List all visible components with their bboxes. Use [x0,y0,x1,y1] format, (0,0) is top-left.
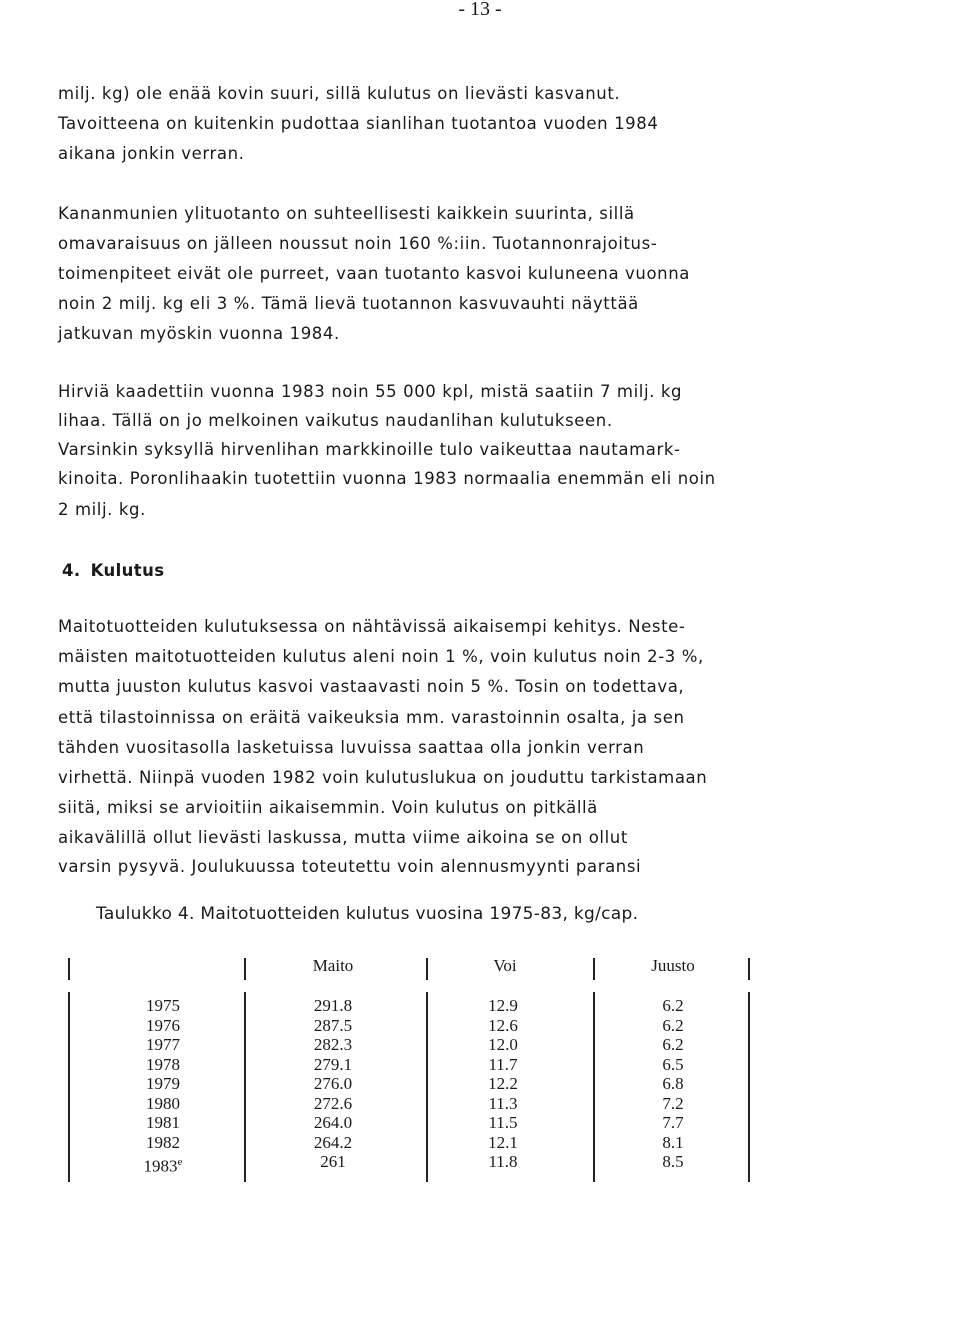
table-cell-year: 1976 [146,1015,180,1035]
section-title: Kulutus [90,561,165,580]
table-rule [426,958,428,980]
table-cell-maito: 276.0 [313,1074,353,1093]
table-rule [748,992,750,1182]
table-cell-juusto: 7.2 [662,1093,684,1113]
text-line: aikavälillä ollut lievästi laskussa, mutta viime aikoina se on ollut [58,828,628,847]
text-line: lihaa. Tällä on jo melkoinen vaikutus naudanlihan kulutukseen. [58,411,613,430]
column-header: Voi [493,956,517,975]
table-cell-maito: 264.2 [313,1132,353,1152]
table-rule [68,992,70,1182]
table-cell-voi: 11.3 [488,1093,518,1113]
table-cell-year: 1980 [146,1093,180,1113]
text-line: Tavoitteena on kuitenkin pudottaa sianlihan tuotantoa vuoden 1984 [58,114,659,133]
section-number: 4. [62,561,81,580]
column-header: Juusto [651,956,695,975]
table-cell-juusto: 6.2 [662,996,684,1015]
text-line: tähden vuositasolla lasketuissa luvuissa saattaa olla jonkin verran [58,738,645,757]
text-line: Maitotuotteiden kulutuksessa on nähtävissä aikaisempi kehitys. Neste- [58,617,686,636]
table-cell-year: 1983e [143,1156,183,1176]
table-cell-juusto: 7.7 [662,1113,684,1132]
table-cell-maito: 264.0 [313,1113,353,1132]
table-rule [593,992,595,1182]
text-line: Kananmunien ylituotanto on suhteellisesti kaikkein suurinta, sillä [58,204,635,223]
text-line: jatkuvan myöskin vuonna 1984. [58,324,340,343]
text-line: omavaraisuus on jälleen noussut noin 160 %:iin. Tuotannonrajoitus- [58,234,658,253]
table-rule [426,992,428,1182]
table-cell-voi: 12.2 [488,1074,518,1093]
table-cell-juusto: 6.8 [662,1074,684,1093]
table-cell-juusto: 6.2 [662,1015,684,1035]
text-line: milj. kg) ole enää kovin suuri, sillä kulutus on lievästi kasvanut. [58,84,621,103]
text-line: aikana jonkin verran. [58,144,245,163]
table-cell-maito: 282.3 [313,1035,353,1054]
table-cell-juusto: 8.5 [662,1152,684,1171]
table-rule [68,958,70,980]
table-cell-juusto: 8.1 [662,1132,684,1152]
estimate-marker: e [177,1156,183,1168]
table-rule [244,958,246,980]
text-line: noin 2 milj. kg eli 3 %. Tämä lievä tuotannon kasvuvauhti näyttää [58,294,639,313]
text-line: kinoita. Poronlihaakin tuotettiin vuonna 1983 normaalia enemmän eli noin [58,469,716,488]
table-cell-juusto: 6.2 [662,1035,684,1054]
table-cell-maito: 279.1 [313,1054,353,1074]
text-line: Hirviä kaadettiin vuonna 1983 noin 55 000 kpl, mistä saatiin 7 milj. kg [58,382,683,401]
page-number: - 13 - [458,0,502,20]
table-cell-year: 1978 [146,1054,180,1074]
text-line: virhettä. Niinpä vuoden 1982 voin kulutuslukua on jouduttu tarkistamaan [58,768,708,787]
table-cell-voi: 11.8 [488,1152,518,1171]
text-line: toimenpiteet eivät ole purreet, vaan tuotanto kasvoi kuluneena vuonna [58,264,690,283]
table-cell-maito: 291.8 [313,996,353,1015]
table-cell-year: 1982 [146,1132,180,1152]
table-cell-juusto: 6.5 [662,1054,684,1074]
table-cell-voi: 11.7 [488,1054,518,1074]
section-heading [62,561,174,580]
table-cell-maito: 261 [320,1152,346,1171]
column-header: Maito [312,956,354,975]
table-rule [593,958,595,980]
text-line: siitä, miksi se arvioitiin aikaisemmin. Voin kulutus on pitkällä [58,798,598,817]
table-cell-maito: 272.6 [313,1093,353,1113]
text-line: varsin pysyvä. Joulukuussa toteutettu voin alennusmyynti paransi [58,857,642,876]
table-cell-voi: 12.0 [488,1035,518,1054]
table-cell-year: 1977 [146,1035,180,1054]
text-line: mutta juuston kulutus kasvoi vastaavasti noin 5 %. Tosin on todettava, [58,677,685,696]
table-cell-year: 1979 [146,1074,180,1093]
text-line: että tilastoinnissa on eräitä vaikeuksia mm. varastoinnin osalta, ja sen [58,708,685,727]
table-cell-voi: 12.1 [488,1132,518,1152]
table-caption: Taulukko 4. Maitotuotteiden kulutus vuosina 1975-83, kg/cap. [96,904,639,924]
table-rule [244,992,246,1182]
table-cell-voi: 12.9 [488,996,518,1015]
dairy-consumption-table [68,952,760,1182]
text-line: mäisten maitotuotteiden kulutus aleni noin 1 %, voin kulutus noin 2-3 %, [58,647,704,666]
table-cell-year: 1981 [146,1113,180,1132]
text-line: Varsinkin syksyllä hirvenlihan markkinoille tulo vaikeuttaa nautamark- [58,440,681,459]
text-line: 2 milj. kg. [58,500,146,519]
table-cell-voi: 12.6 [488,1015,518,1035]
table-cell-voi: 11.5 [488,1113,518,1132]
table-cell-year: 1975 [146,996,180,1015]
table-cell-maito: 287.5 [313,1015,353,1035]
table-rule [748,958,750,980]
